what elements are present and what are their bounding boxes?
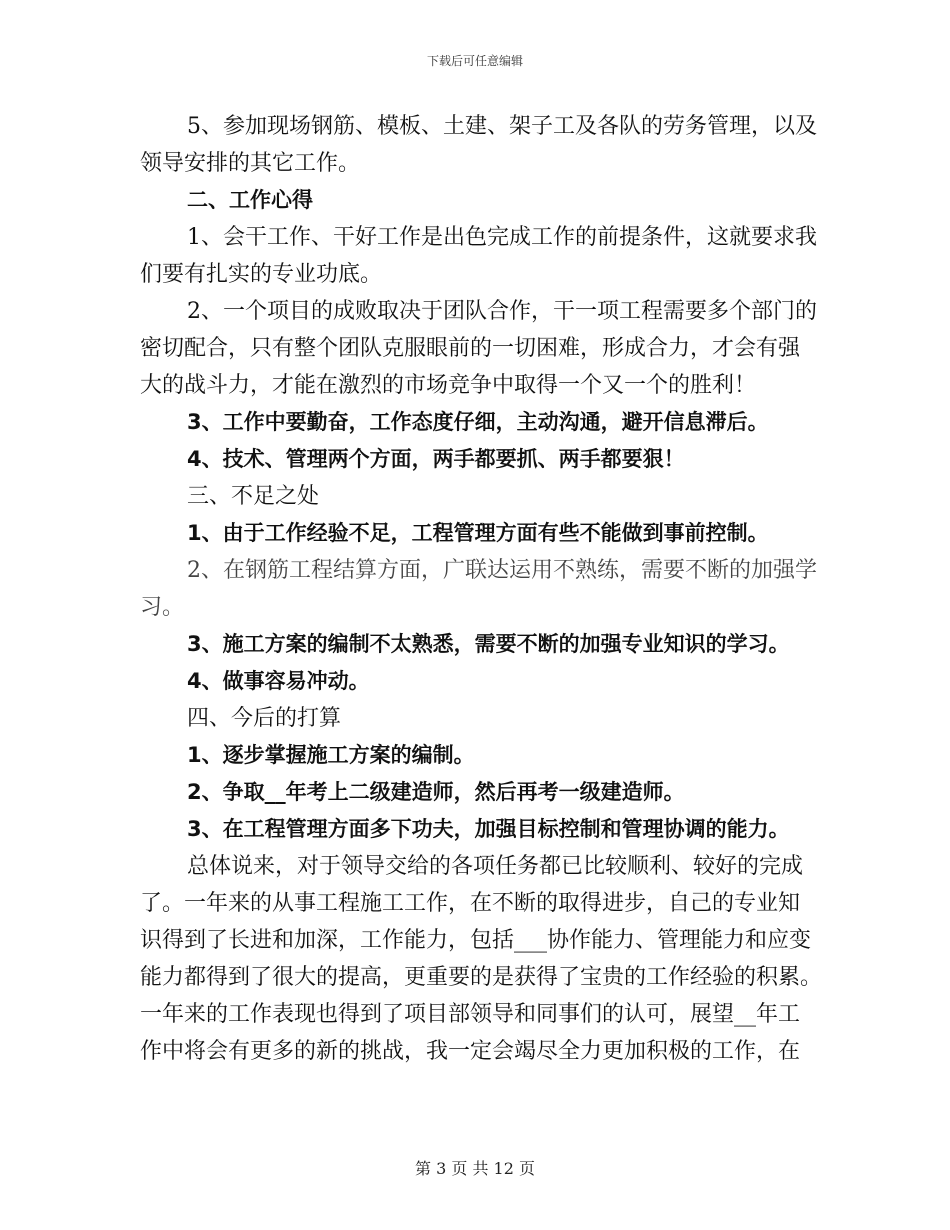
text-line: 一年来的工作表现也得到了项目部领导和同事们的认可，展望__年工 — [140, 1002, 801, 1027]
paragraph-plan-3 — [140, 811, 812, 848]
text-line: 1、逐步掌握施工方案的编制。 — [187, 743, 475, 767]
text-line: 们要有扎实的专业功底。 — [140, 262, 383, 287]
paragraph-shortcoming-2 — [140, 552, 817, 626]
heading-text: 三、不足之处 — [187, 484, 320, 509]
document-body — [140, 108, 823, 1070]
paragraph-plan-1 — [140, 737, 812, 774]
text-line: 大的战斗力，才能在激烈的市场竞争中取得一个又一个的胜利！ — [140, 373, 757, 398]
text-line: 领导安排的其它工作。 — [140, 151, 361, 176]
paragraph-shortcoming-4 — [140, 663, 812, 700]
text-line: 3、工作中要勤奋，工作态度仔细，主动沟通，避开信息滞后。 — [187, 410, 769, 434]
text-line: 2、争取__年考上二级建造师，然后再考一级建造师。 — [187, 780, 685, 804]
paragraph-5-duties — [140, 108, 817, 182]
text-line: 1、会干工作、干好工作是出色完成工作的前提条件，这就要求我 — [187, 225, 817, 250]
text-line: 3、施工方案的编制不太熟悉，需要不断的加强专业知识的学习。 — [187, 632, 790, 656]
text-line: 密切配合，只有整个团队克服眼前的一切困难，形成合力，才会有强 — [140, 336, 801, 361]
text-line: 1、由于工作经验不足，工程管理方面有些不能做到事前控制。 — [187, 521, 769, 545]
paragraph-shortcoming-1 — [140, 515, 812, 552]
paragraph-summary — [140, 848, 823, 1070]
text-line: 识得到了长进和加深，工作能力，包括___协作能力、管理能力和应变 — [140, 928, 812, 953]
text-line: 5、参加现场钢筋、模板、土建、架子工及各队的劳务管理，以及 — [187, 114, 817, 139]
text-line: 作中将会有更多的新的挑战，我一定会竭尽全力更加积极的工作，在 — [140, 1039, 801, 1064]
text-line: 3、在工程管理方面多下功夫，加强目标控制和管理协调的能力。 — [187, 817, 790, 841]
section-heading-2 — [140, 182, 812, 219]
text-line: 2、一个项目的成败取决于团队合作，干一项工程需要多个部门的 — [187, 299, 817, 324]
page-number: 第 3 页 共 12 页 — [415, 1159, 535, 1178]
heading-text: 四、今后的打算 — [187, 706, 342, 731]
paragraph-experience-1 — [140, 219, 817, 293]
text-line: 4、技术、管理两个方面，两手都要抓、两手都要狠！ — [187, 447, 685, 471]
section-heading-4 — [140, 700, 812, 737]
text-line: 2、在钢筋工程结算方面，广联达运用不熟练，需要不断的加强学 — [187, 558, 817, 583]
text-line: 能力都得到了很大的提高，更重要的是获得了宝贵的工作经验的积累。 — [140, 965, 823, 990]
text-line: 了。一年来的从事工程施工工作，在不断的取得进步，自己的专业知 — [140, 891, 801, 916]
section-heading-3 — [140, 478, 812, 515]
text-line: 习。 — [140, 595, 185, 620]
heading-text: 二、工作心得 — [187, 188, 313, 212]
text-line: 4、做事容易冲动。 — [187, 669, 370, 693]
paragraph-experience-2 — [140, 293, 817, 404]
text-line: 总体说来，对于领导交给的各项任务都已比较顺利、较好的完成 — [187, 854, 804, 879]
paragraph-experience-4 — [140, 441, 812, 478]
header-note: 下载后可任意编辑 — [426, 54, 523, 68]
paragraph-shortcoming-3 — [140, 626, 812, 663]
paragraph-plan-2 — [140, 774, 812, 811]
paragraph-experience-3 — [140, 404, 812, 441]
